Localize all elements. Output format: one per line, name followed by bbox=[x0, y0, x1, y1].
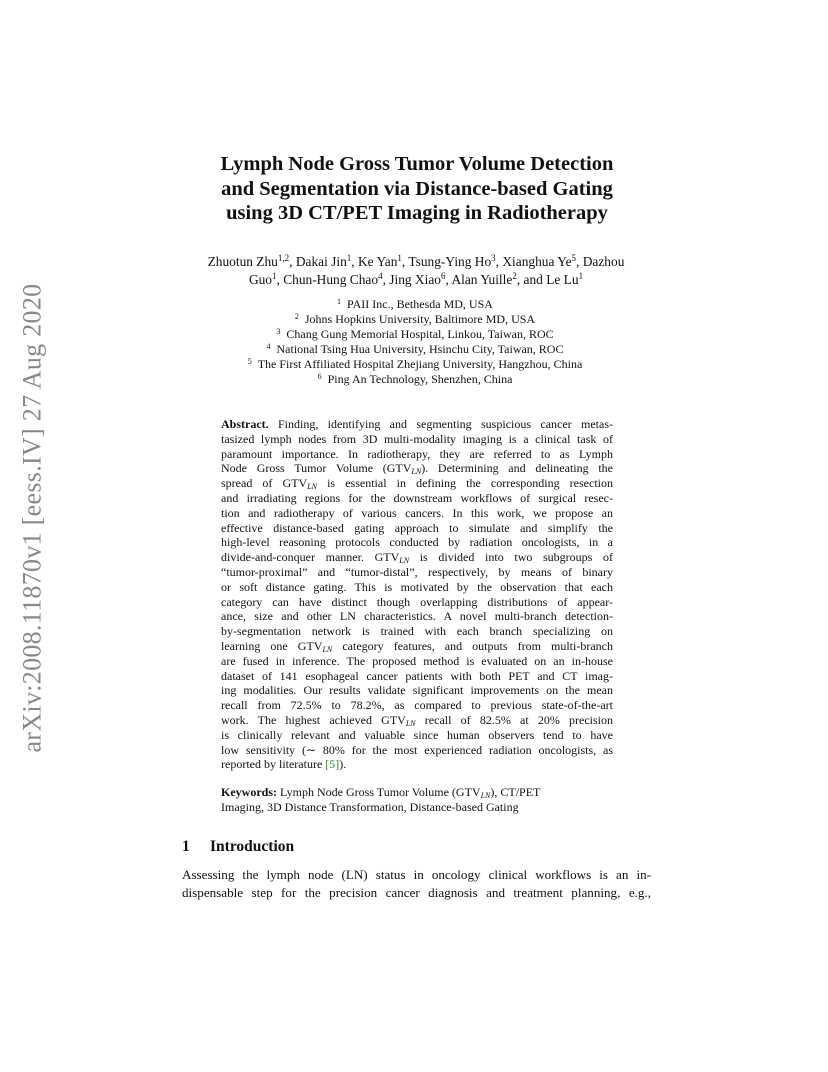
abstract-line: ance, size and other LN characteristics. A novel multi-branch detection- bbox=[221, 609, 613, 624]
author: Zhuotun Zhu$^{1,2}$ bbox=[207, 253, 290, 269]
keywords-line: Imaging, 3D Distance Transformation, Distance-based Gating bbox=[221, 800, 519, 814]
abstract-line: Node Gross Tumor Volume $(GTV_{LN})$. Determining and delineating the bbox=[221, 461, 613, 477]
abstract-line: divide-and-conquer manner. $GTV_{LN}$ is divided into two subgroups of bbox=[221, 550, 613, 566]
abstract-line: dataset of 141 esophageal cancer patients with both PET and CT imag- bbox=[221, 668, 613, 683]
abstract-line: or soft distance gating. This is motivated by the observation that each bbox=[221, 579, 613, 594]
abstract-line: high-level reasoning protocols conducted by radiation oncologists, in a bbox=[221, 535, 613, 550]
abstract-line: are fused in inference. The proposed method is evaluated on an in-house bbox=[221, 653, 613, 668]
abstract-line: and irradiating regions for the downstream workflows of surgical resec- bbox=[221, 490, 613, 505]
section-title: Introduction bbox=[210, 838, 295, 855]
abstract-line: ing modalities. Our results validate significant improvements on the mean bbox=[221, 683, 613, 698]
section-heading bbox=[182, 838, 294, 856]
author: Jing Xiao$^6$ bbox=[389, 271, 446, 287]
keywords-line: Keywords: Lymph Node Gross Tumor Volume $(GTV_{LN})$, CT/PET bbox=[221, 785, 541, 800]
affiliation: $^4$ National Tsing Hua University, Hsinchu City, Taiwan, ROC bbox=[266, 342, 564, 356]
body-line: Assessing the lymph node (LN) status in oncology clinical workflows is an in- bbox=[182, 867, 651, 882]
abstract-line: by-segmentation network is trained with each branch specializing on bbox=[221, 624, 613, 639]
abstract-line: spread of $GTV_{LN}$ is essential in defining the corresponding resection bbox=[221, 476, 613, 492]
section-number: 1 bbox=[182, 838, 190, 855]
author: Ke Yan$^1$ bbox=[357, 253, 402, 269]
affiliation: $^3$ Chang Gung Memorial Hospital, Linkou, Taiwan, ROC bbox=[276, 327, 554, 341]
arxiv-identifier: arXiv:2008.11870v1 [eess.IV] 27 Aug 2020 bbox=[17, 283, 46, 753]
citation-link[interactable]: [5] bbox=[325, 757, 340, 772]
title-line: using 3D CT/PET Imaging in Radiotherapy bbox=[226, 202, 608, 224]
abstract-line: tion and radiotherapy of various cancers. In this work, we propose an bbox=[221, 505, 613, 520]
author: Chun-Hung Chao$^4$ bbox=[283, 271, 383, 287]
abstract-line: effective distance-based gating approach to simulate and simplify the bbox=[221, 520, 613, 535]
author: Guo$^1$ bbox=[248, 271, 277, 287]
author: Xianghua Ye$^5$ bbox=[502, 253, 577, 269]
author: Alan Yuille$^2$ bbox=[451, 271, 517, 287]
author-line: Guo$^1$, Chun-Hung Chao$^4$, Jing Xiao$^6$, Alan Yuille$^2$, and Le Lu$^1$ bbox=[248, 271, 584, 287]
abstract-line: “tumor-proximal” and “tumor-distal”, respectively, by means of binary bbox=[221, 564, 613, 579]
author: Le Lu$^1$ bbox=[546, 271, 584, 287]
abstract-line: paramount importance. In radiotherapy, they are referred to as Lymph bbox=[221, 446, 613, 461]
affiliation-list bbox=[180, 297, 650, 387]
author: Tsung-Ying Ho$^3$ bbox=[408, 253, 496, 269]
abstract-line: low sensitivity (∼ 80% for the most experienced radiation oncologists, as bbox=[221, 742, 613, 757]
abstract-line: work. The highest achieved $GTV_{LN}$ recall of 82.5% at 20% precision bbox=[221, 712, 614, 728]
section-body bbox=[182, 866, 651, 902]
abstract-line: category can have distinct though overlapping distributions of appear- bbox=[221, 594, 613, 609]
abstract-line: reported by literature [5]). bbox=[221, 757, 347, 772]
body-line: dispensable step for the precision cancer diagnosis and treatment planning, e.g., bbox=[182, 885, 651, 900]
arxiv-identifier-margin bbox=[6, 268, 58, 768]
keywords bbox=[221, 785, 613, 815]
paper-title bbox=[160, 152, 674, 226]
author-line: Zhuotun Zhu$^{1,2}$, Dakai Jin$^1$, Ke Yan$^1$, Tsung-Ying Ho$^3$, Xianghua Ye$^5$, Dazhou bbox=[207, 253, 625, 269]
abstract-line: is clinically relevant and valuable since human observers tend to have bbox=[221, 727, 613, 742]
abstract-line: recall from 72.5% to 78.2%, as compared to previous state-of-the-art bbox=[221, 698, 613, 713]
abstract-line: learning one $GTV_{LN}$ category features, and outputs from multi-branch bbox=[221, 638, 613, 654]
affiliation: $^1$ PAII Inc., Bethesda MD, USA bbox=[337, 297, 493, 311]
author-list bbox=[178, 253, 654, 289]
author-name-part: Dazhou bbox=[582, 254, 625, 269]
affiliation: $^6$ Ping An Technology, Shenzhen, China bbox=[317, 372, 513, 386]
author: Dakai Jin$^1$ bbox=[295, 253, 352, 269]
abstract-line: Abstract. Finding, identifying and segmenting suspicious cancer metas- bbox=[221, 417, 613, 431]
title-line: and Segmentation via Distance-based Gating bbox=[221, 177, 613, 200]
abstract-label: Abstract. bbox=[221, 417, 269, 431]
keywords-label: Keywords: bbox=[221, 785, 277, 799]
abstract-line: tasized lymph nodes from 3D multi-modality imaging is a clinical task of bbox=[221, 431, 613, 446]
abstract bbox=[221, 417, 613, 772]
title-line: Lymph Node Gross Tumor Volume Detection bbox=[220, 153, 614, 175]
affiliation: $^5$ The First Affiliated Hospital Zhejiang University, Hangzhou, China bbox=[247, 357, 583, 371]
affiliation: $^2$ Johns Hopkins University, Baltimore MD, USA bbox=[294, 312, 536, 326]
